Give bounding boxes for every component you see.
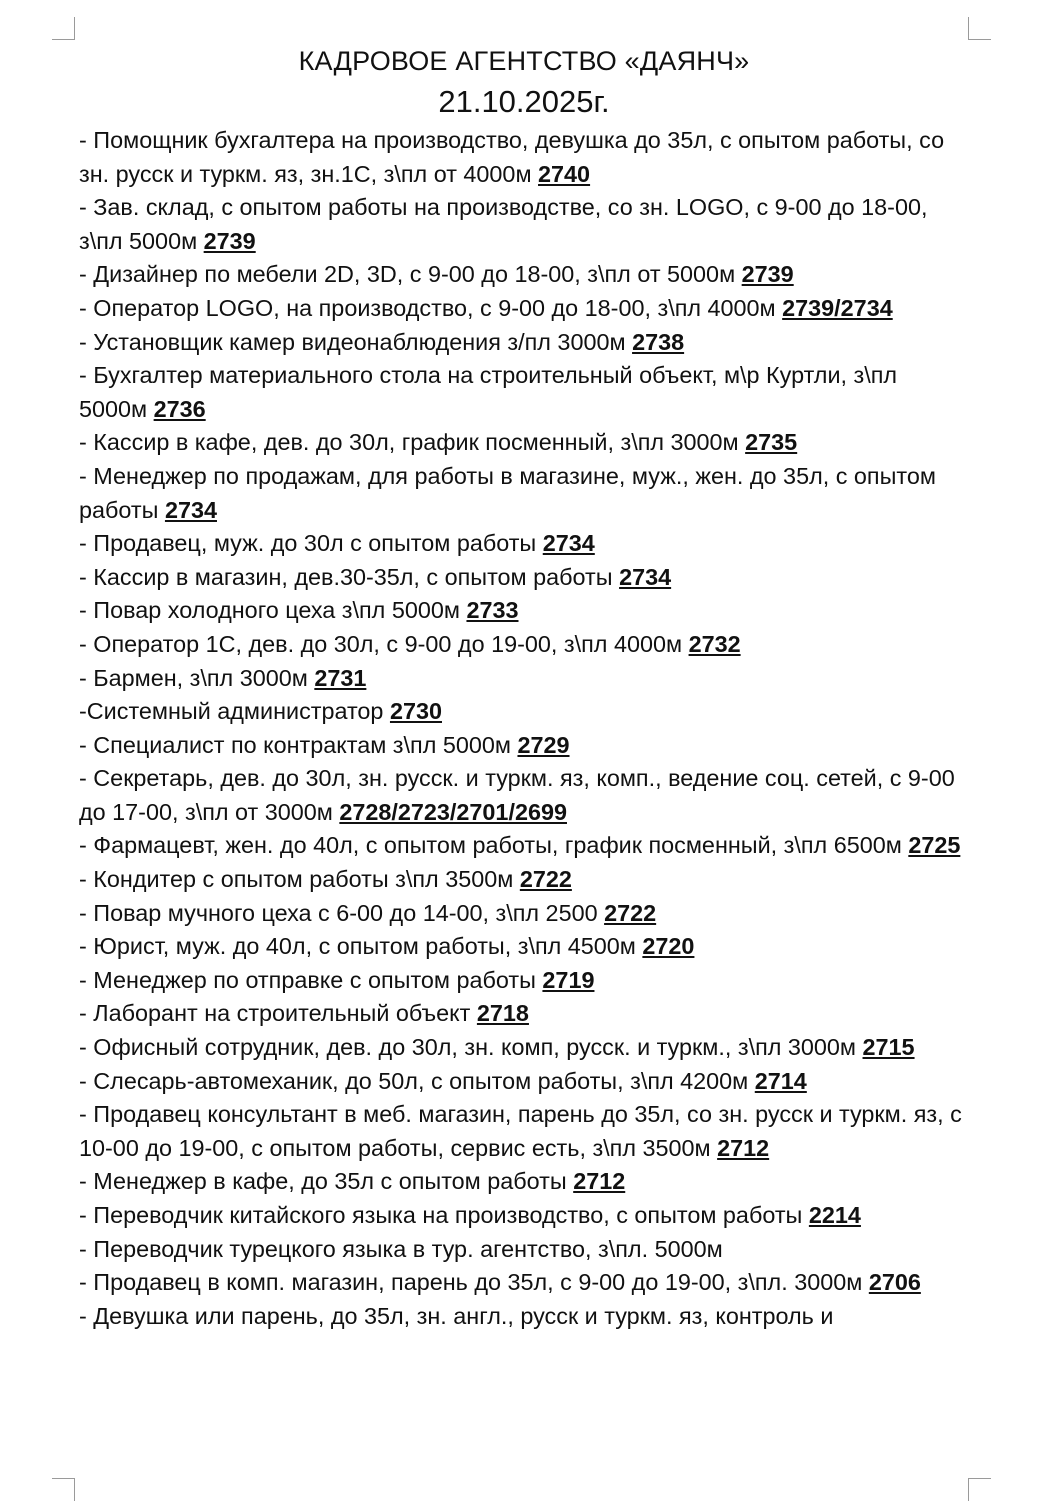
vacancy-text: - Продавец в комп. магазин, парень до 35л, с 9-00 до 19-00, з\пл. 3000м xyxy=(79,1269,863,1296)
crop-mark-top-left xyxy=(52,17,75,40)
vacancy-text: - Слесарь-автомеханик, до 50л, с опытом работы, з\пл 4200м xyxy=(79,1067,749,1094)
vacancy-code: 2731 xyxy=(314,664,367,691)
vacancy-text: - Оператор LOGO, на производство, с 9-00 до 18-00, з\пл 4000м xyxy=(79,294,776,321)
vacancy-item xyxy=(79,594,969,628)
vacancy-text: - Секретарь, дев. до 30л, зн. русск. и туркм. яз, комп., ведение соц. сетей, с 9-00 до 17-00, з\пл от 3000м xyxy=(79,765,955,825)
vacancy-text: - Лаборант на строительный объект xyxy=(79,1000,471,1027)
vacancy-code: 2734 xyxy=(164,496,217,523)
crop-mark-bottom-left xyxy=(52,1478,75,1501)
vacancy-code: 2729 xyxy=(517,731,570,758)
vacancy-item xyxy=(79,191,969,258)
vacancy-text: - Бармен, з\пл 3000м xyxy=(79,664,308,691)
crop-mark-top-right xyxy=(968,17,991,40)
vacancy-text: - Повар мучного цеха с 6-00 до 14-00, з\пл 2500 xyxy=(79,899,598,926)
vacancy-item xyxy=(79,863,969,897)
vacancy-code: 2728/2723/2701/2699 xyxy=(339,798,567,825)
vacancy-code: 2739 xyxy=(203,227,256,254)
vacancy-code: 2730 xyxy=(389,698,442,725)
vacancy-code: 2719 xyxy=(542,966,595,993)
vacancy-text: -Системный администратор xyxy=(79,698,384,725)
vacancy-item xyxy=(79,124,969,191)
vacancy-text: - Менеджер в кафе, до 35л с опытом работы xyxy=(79,1168,567,1195)
vacancy-code: 2739 xyxy=(741,261,794,288)
vacancy-code: 2736 xyxy=(153,395,206,422)
vacancy-item xyxy=(79,1300,969,1334)
document-date: 21.10.2025г. xyxy=(438,84,610,119)
vacancy-item xyxy=(79,1031,969,1065)
vacancy-list xyxy=(79,124,969,1333)
vacancy-code: 2706 xyxy=(868,1269,921,1296)
vacancy-item xyxy=(79,1065,969,1099)
vacancy-text: - Помощник бухгалтера на производство, девушка до 35л, с опытом работы, со зн. русск и туркм. яз, зн.1С, з\пл от 4000м xyxy=(79,127,945,187)
vacancy-text: - Кондитер с опытом работы з\пл 3500м xyxy=(79,866,514,893)
vacancy-code: 2722 xyxy=(519,866,572,893)
vacancy-text: - Фармацевт, жен. до 40л, с опытом работы, график посменный, з\пл 6500м xyxy=(79,832,902,859)
vacancy-text: - Кассир в кафе, дев. до 30л, график посменный, з\пл 3000м xyxy=(79,429,739,456)
vacancy-item xyxy=(79,897,969,931)
vacancy-text: - Менеджер по отправке с опытом работы xyxy=(79,966,536,993)
vacancy-text: - Переводчик турецкого языка в тур. агентство, з\пл. 5000м xyxy=(79,1235,723,1262)
vacancy-code: 2722 xyxy=(604,899,657,926)
vacancy-code: 2740 xyxy=(538,160,591,187)
vacancy-code: 2715 xyxy=(862,1034,915,1061)
vacancy-item xyxy=(79,964,969,998)
vacancy-text: - Зав. склад, с опытом работы на производстве, со зн. LOGO, с 9-00 до 18-00, з\пл 5000м xyxy=(79,194,928,254)
vacancy-item xyxy=(79,762,969,829)
vacancy-item xyxy=(79,729,969,763)
vacancy-item xyxy=(79,997,969,1031)
vacancy-item xyxy=(79,326,969,360)
vacancy-code: 2734 xyxy=(542,530,595,557)
vacancy-code: 2733 xyxy=(466,597,519,624)
vacancy-item xyxy=(79,359,969,426)
vacancy-item xyxy=(79,258,969,292)
vacancy-code: 2734 xyxy=(619,563,672,590)
vacancy-item xyxy=(79,695,969,729)
agency-title: КАДРОВОЕ АГЕНТСТВО «ДАЯНЧ» xyxy=(298,46,750,76)
vacancy-text: - Девушка или парень, до 35л, зн. англ., русск и туркм. яз, контроль и xyxy=(79,1302,834,1329)
vacancy-code: 2732 xyxy=(688,630,741,657)
vacancy-code: 2735 xyxy=(745,429,798,456)
vacancy-item xyxy=(79,628,969,662)
vacancy-item xyxy=(79,829,969,863)
vacancy-code: 2718 xyxy=(476,1000,529,1027)
vacancy-code: 2712 xyxy=(717,1134,770,1161)
vacancy-text: - Установщик камер видеонаблюдения з/пл 3000м xyxy=(79,328,626,355)
vacancy-code: 2739/2734 xyxy=(782,294,893,321)
vacancy-text: - Офисный сотрудник, дев. до 30л, зн. комп, русск. и туркм., з\пл 3000м xyxy=(79,1034,857,1061)
vacancy-text: - Бухгалтер материального стола на строительный объект, м\р Куртли, з\пл 5000м xyxy=(79,362,898,422)
vacancy-item xyxy=(79,561,969,595)
vacancy-code: 2725 xyxy=(908,832,961,859)
vacancy-item xyxy=(79,1233,969,1267)
vacancy-item xyxy=(79,1266,969,1300)
vacancy-text: - Повар холодного цеха з\пл 5000м xyxy=(79,597,460,624)
crop-mark-bottom-right xyxy=(968,1478,991,1501)
document-page xyxy=(79,42,969,1333)
vacancy-item xyxy=(79,930,969,964)
vacancy-code: 2720 xyxy=(642,933,695,960)
vacancy-text: - Оператор 1С, дев. до 30л, с 9-00 до 19-00, з\пл 4000м xyxy=(79,630,683,657)
vacancy-item xyxy=(79,527,969,561)
vacancy-text: - Дизайнер по мебели 2D, 3D, с 9-00 до 18-00, з\пл от 5000м xyxy=(79,261,736,288)
vacancy-item xyxy=(79,1199,969,1233)
vacancy-item xyxy=(79,460,969,527)
vacancy-text: - Кассир в магазин, дев.30-35л, с опытом работы xyxy=(79,563,613,590)
vacancy-text: - Продавец консультант в меб. магазин, парень до 35л, со зн. русск и туркм. яз, с 10-00 до 19-00, с опытом работы, сервис есть, з\пл 3500м xyxy=(79,1101,962,1161)
vacancy-item xyxy=(79,662,969,696)
vacancy-item xyxy=(79,292,969,326)
vacancy-code: 2738 xyxy=(632,328,685,355)
vacancy-text: - Переводчик китайского языка на производство, с опытом работы xyxy=(79,1202,803,1228)
vacancy-text: - Менеджер по продажам, для работы в магазине, муж., жен. до 35л, с опытом работы xyxy=(79,462,936,523)
vacancy-code: 2712 xyxy=(573,1168,626,1195)
vacancy-text: - Специалист по контрактам з\пл 5000м xyxy=(79,731,511,758)
vacancy-text: - Юрист, муж. до 40л, с опытом работы, з\пл 4500м xyxy=(79,933,636,960)
vacancy-text: - Продавец, муж. до 30л с опытом работы xyxy=(79,530,537,557)
vacancy-item xyxy=(79,426,969,460)
vacancy-item xyxy=(79,1165,969,1199)
vacancy-code: 2714 xyxy=(754,1067,807,1094)
vacancy-item xyxy=(79,1098,969,1165)
vacancy-code: 2214 xyxy=(808,1202,861,1228)
